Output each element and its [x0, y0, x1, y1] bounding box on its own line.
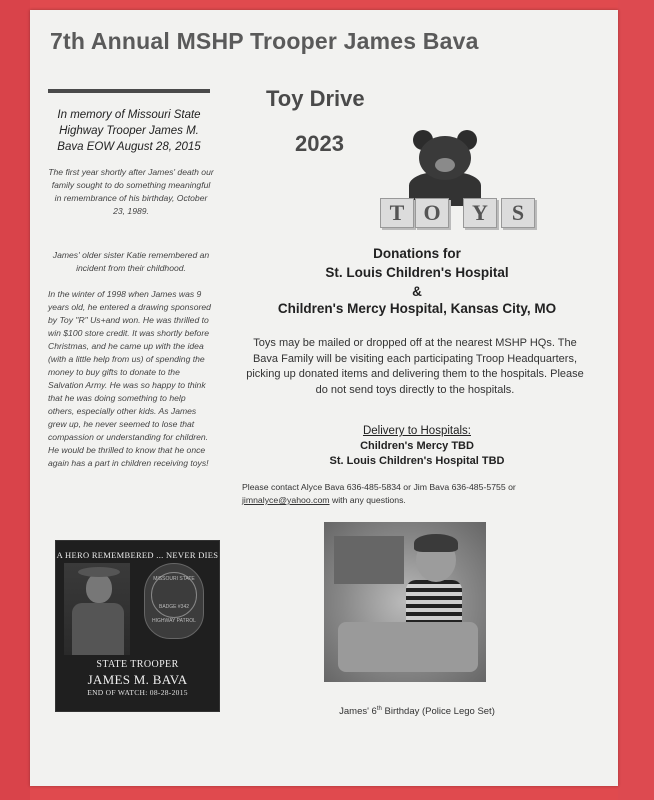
memorial-card-eow: END OF WATCH: 08-28-2015	[87, 688, 188, 697]
contact-text: Please contact Alyce Bava 636-485-5834 or Jim Bava 636-485-5755 or	[242, 482, 516, 492]
photo-background-shelf	[334, 536, 404, 584]
birthday-photo	[324, 522, 486, 682]
delivery-item-childrens-mercy: Children's Mercy TBD	[360, 440, 474, 452]
trooper-figure-hat	[78, 567, 120, 577]
toy-block-t: T	[380, 198, 414, 228]
caption-text: James' 6	[339, 706, 377, 718]
memorial-card	[55, 540, 220, 712]
patrol-badge-emblem	[144, 563, 204, 639]
trooper-photo	[64, 563, 130, 655]
teddy-bear-toys-graphic	[375, 126, 535, 226]
memorial-card-heading: A HERO REMEMBERED ... NEVER DIES	[56, 550, 219, 560]
badge-top-text: MISSOURI STATE	[153, 576, 195, 582]
toy-block-o: O	[415, 198, 449, 228]
memorial-title: In memory of Missouri State Highway Trooper James M. Bava EOW August 28, 2015	[57, 109, 201, 153]
caption-text-end: Birthday (Police Lego Set)	[381, 706, 495, 718]
photo-caption	[232, 706, 602, 717]
memorial-card-name: JAMES M. BAVA	[87, 672, 188, 687]
toy-block-s: S	[501, 198, 535, 228]
photo-boy-hair	[414, 534, 458, 552]
flyer-year: 2023	[295, 131, 344, 156]
sidebar-paragraph-2: James' older sister Katie remembered an incident from their childhood.	[52, 250, 210, 273]
flyer-subtitle: Toy Drive	[266, 86, 365, 111]
sidebar-paragraph-1: The first year shortly after James' death our family sought to do something meaningful in remembrance of his birthday, October 23, 1989.	[48, 167, 214, 216]
red-backing-left	[0, 0, 30, 800]
hospital-kansas-city: Children's Mercy Hospital, Kansas City, MO	[277, 301, 557, 316]
memorial-card-role: STATE TROOPER	[96, 659, 179, 670]
trooper-figure-body	[72, 603, 124, 655]
flyer-title: 7th Annual MSHP Trooper James Bava	[50, 28, 479, 54]
bear-snout	[435, 158, 455, 172]
contact-suffix: with any questions.	[329, 495, 406, 505]
photo-gifts	[338, 622, 478, 672]
donation-instructions: Toys may be mailed or dropped off at the nearest MSHP HQs. The Bava Family will be visiting each participating Troop Headquarters, picking up donated items and delivering them to the hospitals. Please do not send toys directly to the hospitals.	[246, 337, 584, 396]
badge-number-text: BADGE #342	[158, 604, 190, 610]
delivery-item-st-louis: St. Louis Children's Hospital TBD	[329, 455, 505, 467]
hospital-st-louis: St. Louis Children's Hospital	[325, 265, 509, 280]
red-backing-right	[618, 0, 654, 800]
ampersand: &	[412, 284, 422, 299]
donations-heading: Donations for	[373, 246, 461, 261]
contact-info	[242, 481, 602, 507]
delivery-heading: Delivery to Hospitals:	[362, 425, 471, 437]
sidebar-divider	[48, 89, 210, 93]
sidebar-paragraph-3: In the winter of 1998 when James was 9 years old, he entered a drawing sponsored by Toy "R" Us+and won. He was thrilled to win $100 store credit. It was shortly before Christmas, and he came up with the idea (with a little help from us) of spending the money to buy gifts to donate to the Salvation Army. He was so happy to think that he was doing something to help others, especially other kids. As James grew up, he never seemed to lose that compassion or understanding for children. He would be thrilled to know that he once again has a part in children receiving toys!	[48, 289, 211, 468]
caption-superscript: th	[376, 706, 382, 712]
badge-bottom-text: HIGHWAY PATROL	[152, 618, 196, 624]
toy-block-y: Y	[463, 198, 497, 228]
trooper-figure-head	[86, 573, 112, 603]
contact-email-link[interactable]: jimnalyce@yahoo.com	[242, 495, 330, 505]
